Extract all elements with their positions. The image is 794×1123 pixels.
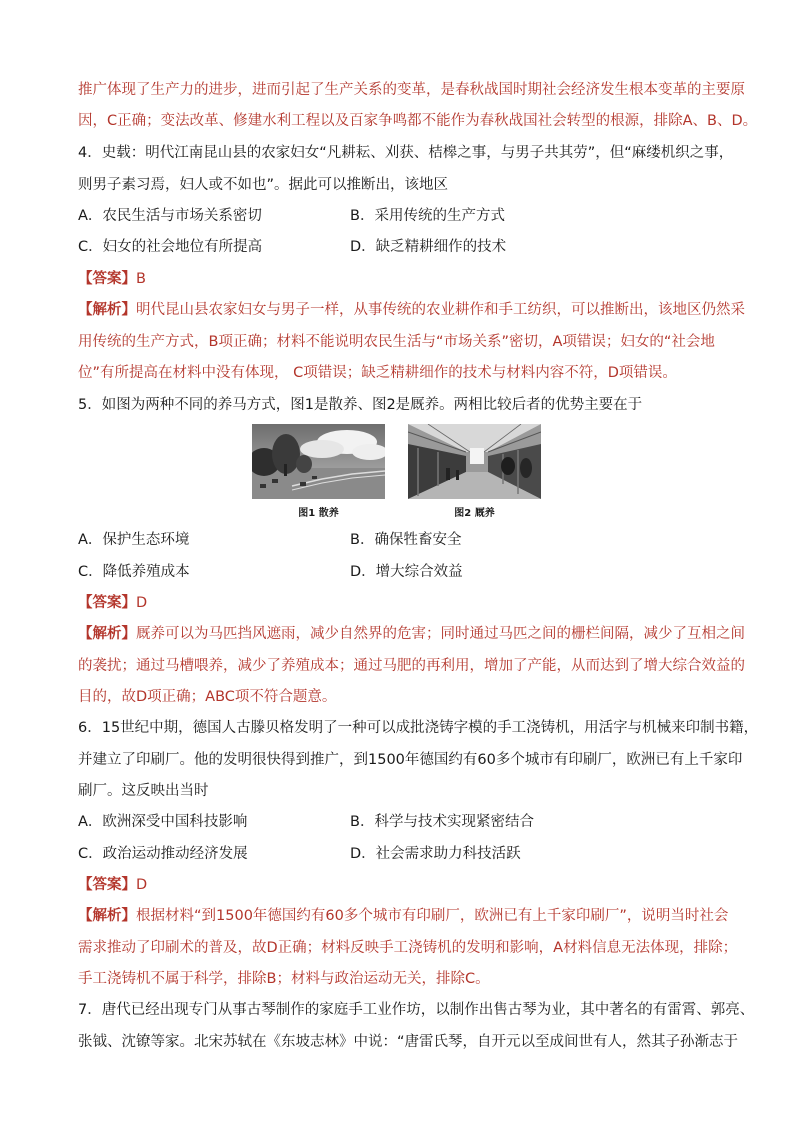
- q5-analysis-line: 目的，故D项正确；ABC项不符合题意。: [78, 689, 337, 705]
- analysis-tag: 【解析】: [78, 626, 136, 642]
- q5-analysis: [78, 624, 745, 644]
- q4-answer: [78, 269, 728, 289]
- q4-option-c: C．妇女的社会地位有所提高: [78, 239, 263, 255]
- q6-analysis-line: 手工浇铸机不属于科学，排除B；材料与政治运动无关，排除C。: [78, 971, 490, 987]
- analysis-tag: 【解析】: [78, 302, 136, 318]
- q6-option-a: A．欧洲深受中国科技影响: [78, 814, 248, 830]
- answer-value: B: [136, 271, 146, 287]
- analysis-text: 根据材料“到1500年德国约有60多个城市有印刷厂，欧洲已有上千家印刷厂”，说明当时社会: [136, 908, 729, 924]
- question-7-stem: 7．唐代已经出现专门从事古琴制作的家庭手工业作坊，以制作出售古琴为业，其中著名的有雷霄、郭亮、: [78, 1002, 755, 1018]
- q5-answer: [78, 593, 728, 613]
- q5-option-d: D．增大综合效益: [350, 564, 463, 580]
- q6-option-b: B．科学与技术实现紧密结合: [350, 814, 534, 830]
- figure-1-pasture-photo: [252, 424, 385, 499]
- question-4-stem: 4．史载：明代江南昆山县的农家妇女“凡耕耘、刈获、桔槔之事，与男子共其劳”，但“麻缕机织之事，: [78, 145, 734, 161]
- answer-tag: 【答案】: [78, 271, 136, 287]
- answer-tag: 【答案】: [78, 877, 136, 893]
- figure-2-stable-photo: [408, 424, 541, 499]
- q5-option-c: C．降低养殖成本: [78, 564, 190, 580]
- q4-analysis: [78, 300, 745, 320]
- q4-analysis-line: 用传统的生产方式，B项正确；材料不能说明农民生活与“市场关系”密切，A项错误；妇女的“社会地: [78, 334, 715, 350]
- question-5-stem: 5．如图为两种不同的养马方式，图1是散养、图2是厩养。两相比较后者的优势主要在于: [78, 397, 643, 413]
- q5-option-b: B．确保牲畜安全: [350, 532, 462, 548]
- q4-option-b: B．采用传统的生产方式: [350, 208, 505, 224]
- q5-analysis-line: 的袭扰；通过马槽喂养，减少了养殖成本；通过马肥的再利用，增加了产能，从而达到了增大综合效益的: [78, 658, 745, 674]
- q4-option-a: A．农民生活与市场关系密切: [78, 208, 262, 224]
- q4-analysis-line: 位”有所提高在材料中没有体现， C项错误；缺乏精耕细作的技术与材料内容不符，D项错误。: [78, 365, 677, 381]
- question-6-stem: 并建立了印刷厂。他的发明很快得到推广，到1500年德国约有60多个城市有印刷厂，欧洲已有上千家印: [78, 752, 743, 768]
- prev-analysis-line: 因，C正确；变法改革、修建水利工程以及百家争鸣都不能作为春秋战国社会转型的根源，排除A、B、D。: [78, 113, 758, 129]
- answer-value: D: [136, 877, 148, 893]
- analysis-tag: 【解析】: [78, 908, 136, 924]
- answer-tag: 【答案】: [78, 595, 136, 611]
- analysis-text: 厩养可以为马匹挡风遮雨，减少自然界的危害；同时通过马匹之间的栅栏间隔，减少了互相之间: [136, 626, 745, 642]
- figure-1-caption: 图1 散养: [298, 508, 339, 519]
- q4-option-d: D．缺乏精耕细作的技术: [350, 239, 507, 255]
- q6-analysis-line: 需求推动了印刷术的普及，故D正确；材料反映手工浇铸机的发明和影响，A材料信息无法体现，排除；: [78, 940, 738, 956]
- question-6-stem: 6．15世纪中期，德国人古滕贝格发明了一种可以成批浇铸字模的手工浇铸机，用活字与机械来印制书籍，: [78, 720, 759, 736]
- q6-option-d: D．社会需求助力科技活跃: [350, 846, 521, 862]
- question-6-stem: 刷厂。这反映出当时: [78, 783, 209, 799]
- q6-analysis: [78, 906, 728, 926]
- prev-analysis-line: 推广体现了生产力的进步，进而引起了生产关系的变革，是春秋战国时期社会经济发生根本变革的主要原: [78, 82, 745, 98]
- q6-answer: [78, 875, 728, 895]
- q6-option-c: C．政治运动推动经济发展: [78, 846, 248, 862]
- analysis-text: 明代昆山县农家妇女与男子一样，从事传统的农业耕作和手工纺织，可以推断出，该地区仍然采: [136, 302, 745, 318]
- question-4-stem: 则男子素习焉，妇人或不如也”。据此可以推断出，该地区: [78, 177, 449, 193]
- question-7-stem: 张钺、沈镣等家。北宋苏轼在《东坡志林》中说：“唐雷氏琴，自开元以至成间世有人，然其子孙渐志于: [78, 1034, 739, 1050]
- figure-2-caption: 图2 厩养: [454, 508, 495, 519]
- q5-option-a: A．保护生态环境: [78, 532, 190, 548]
- answer-value: D: [136, 595, 148, 611]
